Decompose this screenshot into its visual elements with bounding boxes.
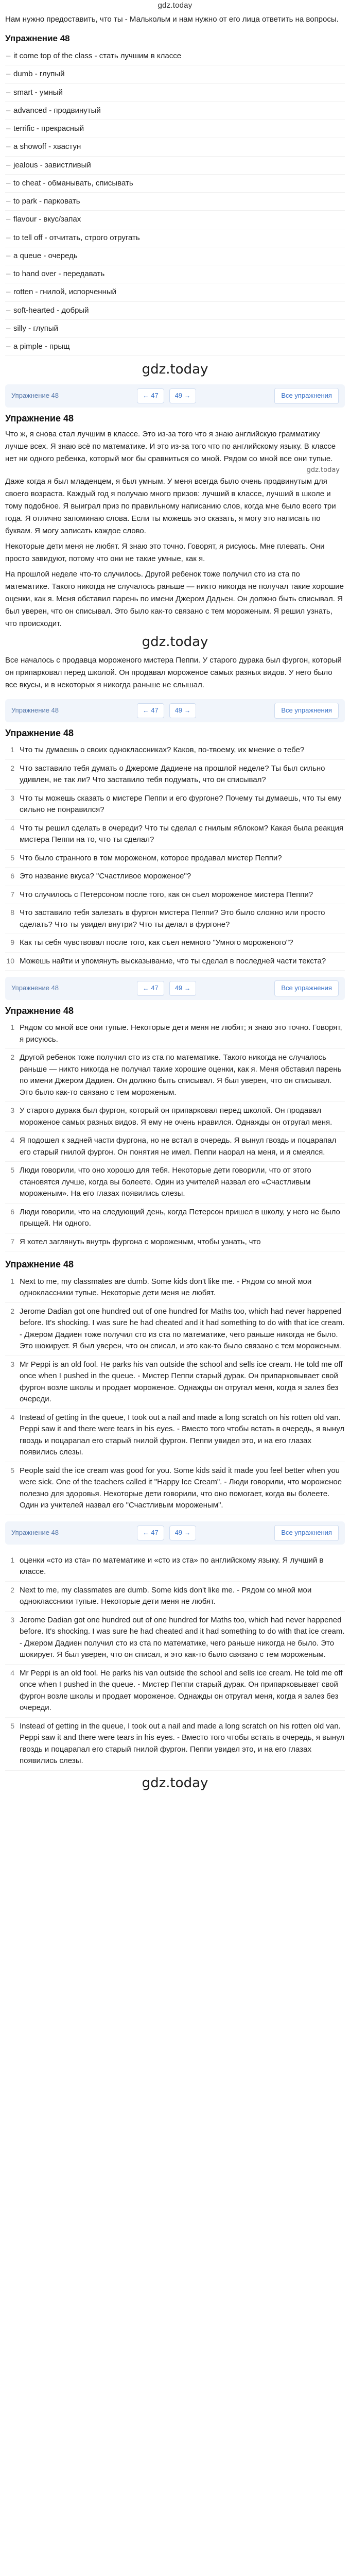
list-item: 6 Это название вкуса? "Счастливое мороженое"? xyxy=(5,868,345,886)
pager-nav xyxy=(137,981,196,996)
answer-text: Я подошел к задней части фургона, но не встал в очередь. Я вынул гвоздь и поцарапал его старый гнилой фургон. Он понятия не имел. Пеппи наорал на меня, и я смеялся. xyxy=(20,1136,337,1157)
answer-text: Instead of getting in the queue, I took out a nail and made a long scratch on his rotten old van. Peppi saw it and there were tears in his eyes. - Вместо того чтобы встать в очередь, я вынул гвоздь и поцарапал его старый гнилой фургон. Пеппи увидел это, и на его глазах появились слезы. xyxy=(20,1721,345,1766)
vocab-item: – to tell off - отчитать, строго отругать xyxy=(5,229,345,247)
answer-text: Я хотел заглянуть внутрь фургона с мороженым, чтобы узнать, что xyxy=(20,1237,261,1246)
pager-nav xyxy=(137,388,196,403)
list-item: 7 Я хотел заглянуть внутрь фургона с мороженым, чтобы узнать, что xyxy=(5,1233,345,1252)
exercise-heading-5: Упражнение 48 xyxy=(5,1259,74,1270)
arrow-left-icon: ← xyxy=(143,1529,149,1536)
question-text: Что было странного в том мороженом, которое продавал мистер Пеппи? xyxy=(20,853,282,862)
intro-text: Нам нужно предоставить, что ты - Малькольм и нам нужно от его лица ответить на вопросы. xyxy=(5,15,339,24)
list-item: 7 Что случилось с Петерсоном после того, как он съел мороженое мистера Пеппи? xyxy=(5,886,345,905)
pager-left xyxy=(11,1528,59,1538)
vocab-item: – advanced - продвинутый xyxy=(5,102,345,120)
question-text: Что заставило тебя залезать в фургон мистера Пеппи? Это было сложно или просто сделать? Что ты увидел внутри? Что ты делал в фургоне? xyxy=(20,908,325,929)
list-item: 2 Другой ребенок тоже получил сто из ста по математике. Такого никогда не случалось раньше — никто никогда не получал такие хорошие оценки, как я. Меня обставил парень по имени Джером Дадиен. Он должно быть списывал. Я был уверен, что он списывал. Это было как-то связано с тем мороженым. xyxy=(5,1049,345,1102)
pager-title: Упражнение 48 xyxy=(11,984,59,992)
list-item: 9 Как ты себя чувствовал после того, как съел немного "Умного мороженого"? xyxy=(5,934,345,953)
vocab-item: – to cheat - обманывать, списывать xyxy=(5,175,345,193)
exercise-pager xyxy=(5,1521,345,1545)
question-text: Что ты можешь сказать о мистере Пеппи и его фургоне? Почему ты думаешь, что ты ему сильно не понравился? xyxy=(20,793,342,815)
question-text: Как ты себя чувствовал после того, как съел немного "Умного мороженого"? xyxy=(20,938,293,947)
all-exercises-button[interactable]: Все упражнения xyxy=(274,1525,339,1541)
all-exercises-button[interactable]: Все упражнения xyxy=(274,980,339,996)
list-item: 3 Mr Peppi is an old fool. He parks his van outside the school and sells ice cream. He told me off once when I pushed in the queue. - Мистер Пеппи старый дурак. Он припарковывает свой фургон возле школы и продает мороженое. Однажды он отругал меня, когда я залез без очереди. xyxy=(5,1356,345,1409)
prev-exercise-button[interactable] xyxy=(137,981,164,996)
pager-left xyxy=(11,983,59,994)
exercise-heading-2: Упражнение 48 xyxy=(5,413,74,423)
arrow-right-icon: → xyxy=(184,985,191,992)
prev-exercise-button[interactable] xyxy=(137,1526,164,1540)
answers-ru-list xyxy=(5,1017,345,1253)
arrow-right-icon: → xyxy=(184,1529,191,1536)
story-paragraph: Некоторые дети меня не любят. Я знаю это точно. Говорят, я рисуюсь. Мне плевать. Они просто завидуют, потому что они не такие умные, как я. xyxy=(5,542,325,564)
vocab-item: – rotten - гнилой, испорченный xyxy=(5,283,345,301)
story-paragraph: На прошлой неделе что-то случилось. Другой ребенок тоже получил сто из ста по математике. Такого никогда не случалось раньше — никто никогда не получал такие хорошие оценки, как я. Меня обставил парень по имени Джером Дадьен. Он должно быть списывал. Я был уверен, что он списывал. Это было как-то связано с тем мороженым. Я решил узнать, что происходит. xyxy=(5,570,344,629)
exercise-heading-4: Упражнение 48 xyxy=(5,1006,74,1016)
question-text: Что заставило тебя думать о Джероме Дадиене на прошлой неделе? Ты был сильно удивлен, не так ли? Что заставило тебя подумать, что он списывал? xyxy=(20,764,325,785)
list-item: 6 Люди говорили, что на следующий день, когда Петерсон пришел в школу, у него не было прыщей. Ни одного. xyxy=(5,1204,345,1233)
vocab-item: – a queue - очередь xyxy=(5,247,345,265)
next-exercise-button[interactable] xyxy=(169,981,196,996)
answer-text: Другой ребенок тоже получил сто из ста по математике. Такого никогда не случалось раньше — никто никогда не получал такие хорошие оценки, как я. Меня обставил парень по имени Джером Дадиен. Он должно быть списывал. Я был уверен, что он списывал. Это было как-то связано с тем мороженым. xyxy=(20,1053,342,1097)
answer-text: Jerome Dadian got one hundred out of one hundred for Maths too, which had never happened before. It's shocking. I was sure he had cheated and it had something to do with that ice cream. - Джером Дадиен получил сто из ста по математике, чего раньше никогда не было. Это шокирует. Я был уверен, что он списал, и это как-то было связано с тем мороженым. xyxy=(20,1615,345,1659)
pager-left xyxy=(11,391,59,401)
exercise-heading-3: Упражнение 48 xyxy=(5,727,74,738)
list-item: 10 Можешь найти и упомянуть высказывание, что ты сделал в последней части текста? xyxy=(5,953,345,971)
arrow-left-icon: ← xyxy=(143,985,149,992)
list-item: 3 Что ты можешь сказать о мистере Пеппи и его фургоне? Почему ты думаешь, что ты ему сильно не понравился? xyxy=(5,790,345,820)
pager-nav xyxy=(137,703,196,718)
answers-final-list xyxy=(5,1550,345,1773)
arrow-left-icon: ← xyxy=(143,392,149,399)
question-text: Что случилось с Петерсоном после того, как он съел мороженое мистера Пеппи? xyxy=(20,890,313,899)
vocab-item: – a pimple - прыщ xyxy=(5,338,345,356)
next-exercise-label: 49 xyxy=(174,1528,183,1536)
prev-exercise-label: 47 xyxy=(151,1528,159,1536)
list-item: 3 У старого дурака был фургон, который он припарковал перед школой. Он продавал мороженое самых разных видов. Я ему не очень нравился. Однажды он отругал меня. xyxy=(5,1102,345,1132)
exercise-pager xyxy=(5,699,345,722)
answer-text: Mr Peppi is an old fool. He parks his van outside the school and sells ice cream. He told me off once when I pushed in the queue. - Мистер Пеппи старый дурак. Он припарковывает свой фургон возле школы и продает мороженое. Однажды он отругал меня, когда я залез без очереди. xyxy=(20,1668,343,1713)
all-exercises-button[interactable]: Все упражнения xyxy=(274,388,339,404)
vocab-item: – terrific - прекрасный xyxy=(5,120,345,138)
arrow-left-icon: ← xyxy=(143,706,149,714)
next-exercise-button[interactable] xyxy=(169,703,196,718)
vocab-item: – to park - парковать xyxy=(5,193,345,211)
answer-text: Люди говорили, что на следующий день, когда Петерсон пришел в школу, у него не было прыщей. Ни одного. xyxy=(20,1207,340,1228)
prev-exercise-label: 47 xyxy=(151,706,159,715)
list-item: 5 Что было странного в том мороженом, которое продавал мистер Пеппи? xyxy=(5,850,345,868)
list-item: 1 оценки «сто из ста» по математике и «сто из ста» по английскому языку. Я лучший в классе. xyxy=(5,1552,345,1582)
list-item: 5 Instead of getting in the queue, I took out a nail and made a long scratch on his rotten old van. Peppi saw it and there were tears in his eyes. - Вместо того чтобы встать в очередь, я вынул гвоздь и поцарапал его старый гнилой фургон. Пеппи увидел это, и на его глазах появились слезы. xyxy=(5,1718,345,1771)
list-item: 4 Instead of getting in the queue, I took out a nail and made a long scratch on his rotten old van. Peppi saw it and there were tears in his eyes. - Вместо того чтобы встать в очередь, я вынул гвоздь и поцарапал его старый гнилой фургон. Пеппи увидел это, и на его глазах появились слезы. xyxy=(5,1409,345,1462)
arrow-right-icon: → xyxy=(184,706,191,714)
exercise-heading-1: Упражнение 48 xyxy=(5,33,70,43)
answer-text: Рядом со мной все они тупые. Некоторые дети меня не любят; я знаю это точно. Говорят, я рисуюсь. xyxy=(20,1023,342,1044)
answer-text: Люди говорили, что оно хорошо для тебя. Некоторые дети говорили, что от этого становятся лучше, когда вы болеете. Один из учителей назвал его «Счастливым мороженым». На его глазах появились слезы. xyxy=(20,1166,311,1198)
vocab-item: – smart - умный xyxy=(5,84,345,102)
pager-title: Упражнение 48 xyxy=(11,706,59,715)
questions-list xyxy=(5,739,345,973)
list-item: 5 Люди говорили, что оно хорошо для тебя. Некоторые дети говорили, что от этого становятся лучше, когда вы болеете. Один из учителей назвал его «Счастливым мороженым». На его глазах появились слезы. xyxy=(5,1162,345,1204)
list-item: 2 Next to me, my classmates are dumb. Some kids don't like me. - Рядом со мной мои одноклассники тупые. Некоторые дети меня не любят. xyxy=(5,1582,345,1612)
list-item: 2 Jerome Dadian got one hundred out of one hundred for Maths too, which had never happened before. It's shocking. I was sure he had cheated and it had something to do with that ice cream. - Джером Дадиен тоже получил сто из ста по математике, чего раньше никогда не было. Это шокирует. Я был уверен, что он списал, и это как-то было связано с тем мороженым. xyxy=(5,1303,345,1356)
story-paragraph: Все началось с продавца мороженого мистера Пеппи. У старого дурака был фургон, который он припарковал перед школой. Он продавал мороженое самых разных видов. У него было все вкусы, и в некоторых я никогда раньше не слышал. xyxy=(5,656,342,690)
vocab-list xyxy=(5,44,345,359)
list-item: 1 Рядом со мной все они тупые. Некоторые дети меня не любят; я знаю это точно. Говорят, я рисуюсь. xyxy=(5,1019,345,1049)
story-en-text: Next to me, my classmates are dumb. Some kids don't like me. - Рядом со мной мои одноклассники тупые. Некоторые дети меня не любят. xyxy=(20,1277,312,1298)
answer-text: оценки «сто из ста» по математике и «сто из ста» по английскому языку. Я лучший в классе. xyxy=(20,1555,324,1577)
story-en-text: People said the ice cream was good for you. Some kids said it made you feel better when you were sick. One of the teachers called it "Happy Ice Cream". - Люди говорили, что мороженое полезно для здоровья. Некоторые дети говорили, что оно помогает, когда вы болеете. Один из учителей назвал его "Счастливым мороженым". xyxy=(20,1466,342,1510)
answer-text: У старого дурака был фургон, который он припарковал перед школой. Он продавал мороженое самых разных видов. Я ему не очень нравился. Однажды он отругал меня. xyxy=(20,1106,332,1127)
arrow-right-icon: → xyxy=(184,392,191,399)
vocab-item: – flavour - вкус/запах xyxy=(5,211,345,229)
question-text: Что ты решил сделать в очереди? Что ты сделал с гнилым яблоком? Какая была реакция мистера Пеппи на то, что ты сделал? xyxy=(20,823,344,844)
list-item: 5 People said the ice cream was good for you. Some kids said it made you feel better when you were sick. One of the teachers called it "Happy Ice Cream". - Люди говорили, что мороженое полезно для здоровья. Некоторые дети говорили, что оно помогает, когда вы болеете. Один из учителей назвал его "Счастливым мороженым". xyxy=(5,1462,345,1515)
list-item: 3 Jerome Dadian got one hundred out of one hundred for Maths too, which had never happened before. It's shocking. I was sure he had cheated and it had something to do with that ice cream. - Джером Дадиен получил сто из ста по математике, чего раньше никогда не было. Это шокирует. Я был уверен, что он списал, и это как-то было связано с тем мороженым. xyxy=(5,1612,345,1665)
next-exercise-label: 49 xyxy=(174,706,183,715)
watermark: gdz.today xyxy=(142,362,208,378)
story-en-text: Instead of getting in the queue, I took out a nail and made a long scratch on his rotten old van. Peppi saw it and there were tears in his eyes. - Вместо того чтобы встать в очередь, я вынул гвоздь и поцарапал его старый гнилой фургон. Пеппи увидел это, и на его глазах появились слезы. xyxy=(20,1413,345,1457)
answer-text: Next to me, my classmates are dumb. Some kids don't like me. - Рядом со мной мои одноклассники тупые. Некоторые дети меня не любят. xyxy=(20,1585,312,1606)
watermark: gdz.today xyxy=(142,634,208,650)
question-text: Можешь найти и упомянуть высказывание, что ты сделал в последней части текста? xyxy=(20,956,326,965)
watermark: gdz.today xyxy=(306,466,340,474)
list-item: 4 Что ты решил сделать в очереди? Что ты сделал с гнилым яблоком? Какая была реакция мистера Пеппи на то, что ты сделал? xyxy=(5,820,345,850)
story-ru xyxy=(5,425,345,695)
prev-exercise-button[interactable] xyxy=(137,388,164,403)
vocab-item: – it come top of the class - стать лучшим в классе xyxy=(5,47,345,65)
list-item: 2 Что заставило тебя думать о Джероме Дадиене на прошлой неделе? Ты был сильно удивлен, не так ли? Что заставило тебя подумать, что он списывал? xyxy=(5,760,345,790)
vocab-item: – a showoff - хвастун xyxy=(5,138,345,156)
exercise-pager xyxy=(5,384,345,408)
vocab-item: – silly - глупый xyxy=(5,320,345,338)
vocab-item: – soft-hearted - добрый xyxy=(5,302,345,320)
list-item: 8 Что заставило тебя залезать в фургон мистера Пеппи? Это было сложно или просто сделать? Что ты увидел внутри? Что ты делал в фургоне? xyxy=(5,904,345,934)
question-text: Что ты думаешь о своих одноклассниках? Каков, по-твоему, их мнение о тебе? xyxy=(20,745,305,755)
story-en-text: Mr Peppi is an old fool. He parks his van outside the school and sells ice cream. He told me off once when I pushed in the queue. - Мистер Пеппи старый дурак. Он припарковывает свой фургон возле школы и продает мороженое. Однажды он отругал меня, когда я залез без очереди. xyxy=(20,1360,343,1404)
pager-title: Упражнение 48 xyxy=(11,391,59,399)
list-item: 1 Next to me, my classmates are dumb. Some kids don't like me. - Рядом со мной мои одноклассники тупые. Некоторые дети меня не любят. xyxy=(5,1273,345,1303)
pager-nav xyxy=(137,1526,196,1540)
list-item: 4 Mr Peppi is an old fool. He parks his van outside the school and sells ice cream. He told me off once when I pushed in the queue. - Мистер Пеппи старый дурак. Он припарковывает свой фургон возле школы и продает мороженое. Однажды он отругал меня, когда я залез без очереди. xyxy=(5,1665,345,1718)
next-exercise-label: 49 xyxy=(174,984,183,992)
story-en-list xyxy=(5,1271,345,1517)
prev-exercise-label: 47 xyxy=(151,984,159,992)
story-paragraph: Что ж, я снова стал лучшим в классе. Это из-за того что я знаю английскую грамматику лучше всех. Я знаю всё по математике. И это из-за того что по английскому языку. В классе нет ни одного ребенка, который мог бы сравниться со мной. Рядом со мной все они тупые. xyxy=(5,430,336,464)
pager-left xyxy=(11,705,59,716)
list-item: 4 Я подошел к задней части фургона, но не встал в очередь. Я вынул гвоздь и поцарапал его старый гнилой фургон. Он понятия не имел. Пеппи наорал на меня, и я смеялся. xyxy=(5,1132,345,1162)
list-item: 1 Что ты думаешь о своих одноклассниках? Каков, по-твоему, их мнение о тебе? xyxy=(5,741,345,760)
vocab-item: – to hand over - передавать xyxy=(5,265,345,283)
next-exercise-button[interactable] xyxy=(169,1526,196,1540)
watermark: gdz.today xyxy=(142,1775,208,1791)
pager-title: Упражнение 48 xyxy=(11,1528,59,1536)
story-paragraph: Даже когда я был младенцем, я был умным. У меня всегда было очень продвинутым для своего возраста. Каждый год я получаю много призов: лучший в классе, лучший в школе и тому подобное. Я выиграл приз по правильному написанию слов, когда мне было всего три года. Я отлично запоминаю слова. Если ты можешь это сказать, я могу это написать по буквам. Я могу записать каждое слово. xyxy=(5,477,336,536)
prev-exercise-label: 47 xyxy=(151,391,159,399)
vocab-item: – dumb - глупый xyxy=(5,65,345,83)
all-exercises-button[interactable]: Все упражнения xyxy=(274,703,339,719)
exercise-pager xyxy=(5,977,345,1000)
vocab-item: – jealous - завистливый xyxy=(5,157,345,175)
story-en-text: Jerome Dadian got one hundred out of one hundred for Maths too, which had never happened before. It's shocking. I was sure he had cheated and it had something to do with that ice cream. - Джером Дадиен тоже получил сто из ста по математике, чего раньше никогда не было. Это шокирует. Я был уверен, что он списал, и это как-то было связано с тем мороженым. xyxy=(20,1307,345,1351)
next-exercise-button[interactable] xyxy=(169,388,196,403)
watermark-top: gdz.today xyxy=(157,1,192,10)
prev-exercise-button[interactable] xyxy=(137,703,164,718)
next-exercise-label: 49 xyxy=(174,391,183,399)
question-text: Это название вкуса? "Счастливое мороженое"? xyxy=(20,872,191,881)
